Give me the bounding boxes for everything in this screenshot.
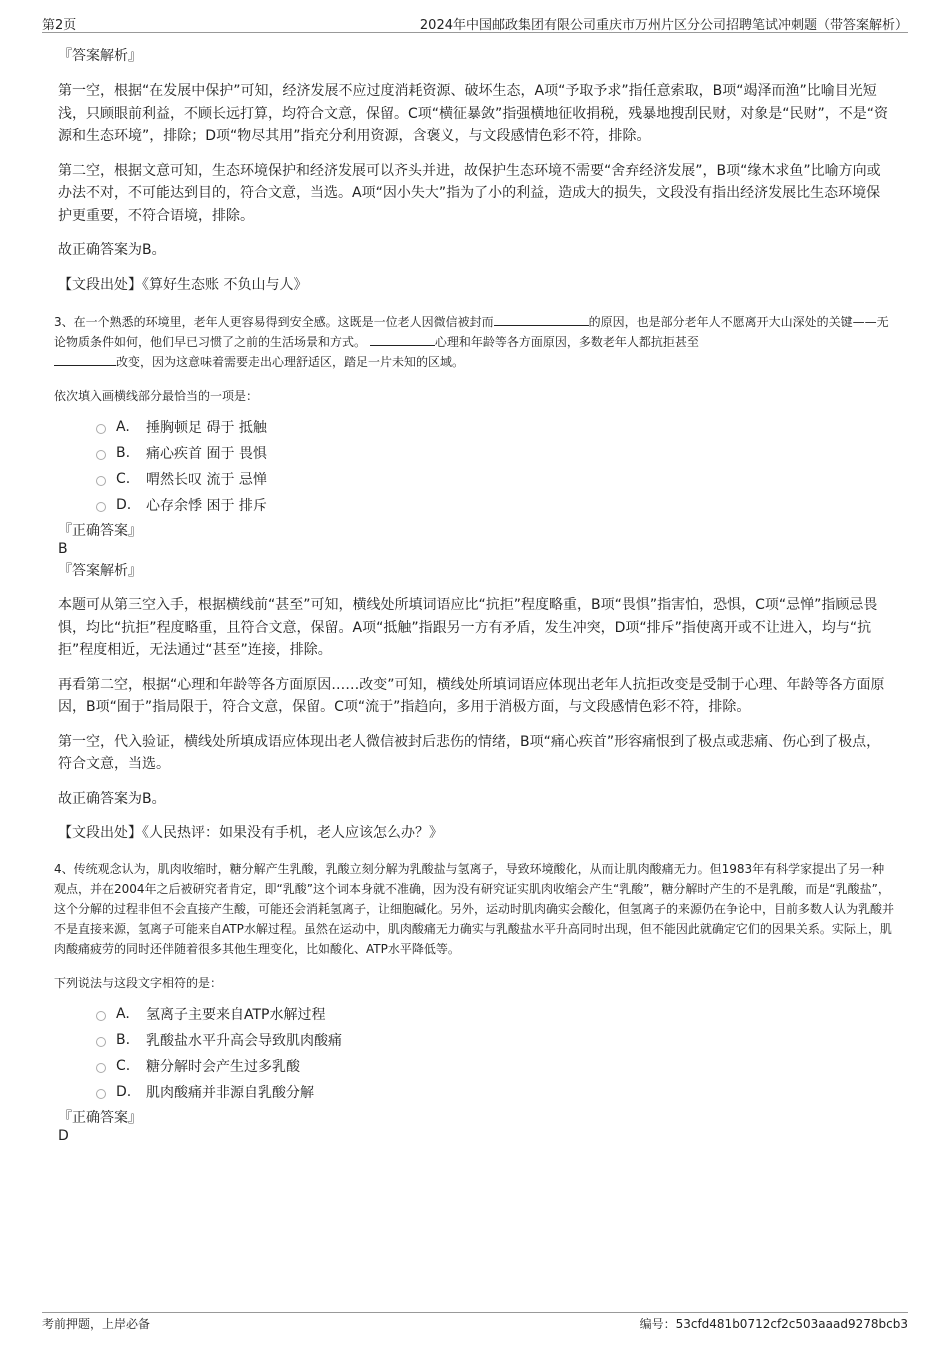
document-title: 2024年中国邮政集团有限公司重庆市万州片区分公司招聘笔试冲刺题（带答案解析） — [419, 18, 908, 33]
analysis-label: 『答案解析』 — [58, 48, 142, 64]
radio-icon[interactable] — [96, 1037, 106, 1047]
option-c[interactable] — [96, 1053, 894, 1079]
analysis-paragraph: 第二空，根据文意可知，生态环境保护和经济发展可以齐头并进，故保护生态环境不需要“舍弃经济发展”，B项“缘木求鱼”比喻方向或办法不对，不可能达到目的，符合文意，当选。A项“因小失大”指为了小的利益，造成大的损失，文段没有指出经济发展比生态环境保护更重要，不符合语境，排除。 — [58, 162, 881, 224]
option-text: 糖分解时会产生过多乳酸 — [146, 1058, 300, 1075]
option-d[interactable] — [96, 492, 894, 518]
radio-icon[interactable] — [96, 424, 106, 434]
option-letter: D. — [116, 1083, 132, 1100]
option-letter: B. — [116, 1031, 131, 1048]
analysis-paragraph: 第一空，根据“在发展中保护”可知，经济发展不应过度消耗资源、破坏生态，A项“予取予求”指任意索取，B项“竭泽而渔”比喻目光短浅，只顾眼前利益，不顾长远打算，均符合文意，保留。C项“横征暴敛”指强横地征收捐税，残暴地搜刮民财，对象是“民财”，不是“资源和生态环境”，排除；D项“物尽其用”指充分利用资源，含褒义，与文段感情色彩不符，排除。 — [58, 83, 889, 144]
analysis-conclusion: 故正确答案为B。 — [58, 242, 166, 258]
analysis-paragraph: 第一空，代入验证，横线处所填成语应体现出老人微信被封后悲伤的情绪，B项“痛心疾首”形容痛恨到了极点或悲痛、伤心到了极点，符合文意，当选。 — [58, 733, 881, 772]
option-a[interactable] — [96, 414, 894, 440]
radio-icon[interactable] — [96, 476, 106, 486]
option-text: 肌肉酸痛并非源自乳酸分解 — [146, 1084, 314, 1101]
option-text: 心存余悸 困于 排斥 — [146, 498, 267, 514]
option-letter: A. — [116, 419, 130, 435]
analysis-paragraph: 本题可从第三空入手，根据横线前“甚至”可知，横线处所填词语应比“抗拒”程度略重，B项“畏惧”指害怕，恐惧，C项“忌惮”指顾忌畏惧，均比“抗拒”程度略重，且符合文意，保留。A项“抵触”指跟另一方有矛盾，发生冲突，D项“排斥”指使离开或不让进入，均与“抗拒”程度相近，无法通过“甚至”连接，排除。 — [58, 597, 878, 658]
option-text: 乳酸盐水平升高会导致肌肉酸痛 — [146, 1032, 342, 1049]
option-letter: C. — [116, 1057, 131, 1074]
footer-slogan: 考前押题，上岸必备 — [42, 1317, 151, 1331]
question-4-stem: 4、传统观念认为，肌肉收缩时，糖分解产生乳酸，乳酸立刻分解为乳酸盐与氢离子，导致环境酸化，从而让肌肉酸痛无力。但1983年有科学家提出了另一种观点，并在2004年之后被研究者肯定，即“乳酸”这个词本身就不准确，因为没有研究证实肌肉收缩会产生“乳酸”，糖分解时产生的不是乳酸，而是“乳酸盐”，这个分解的过程非但不会直接产生酸，可能还会消耗氢离子，让细胞碱化。另外，运动时肌肉确实会酸化，但氢离子的来源仍在争论中，目前多数人认为乳酸并不是直接来源，氢离子可能来自ATP水解过程。虽然在运动中，肌肉酸痛无力确实与乳酸盐水平升高同时出现，但不能因此就确定它们的因果关系。实际上，肌肉酸痛疲劳的同时还伴随着很多其他生理变化，比如酸化、ATP水平降低等。 — [54, 861, 895, 956]
correct-answer: B — [58, 541, 68, 557]
option-b[interactable] — [96, 440, 894, 466]
correct-answer-label: 『正确答案』 — [58, 1109, 142, 1126]
analysis-conclusion: 故正确答案为B。 — [58, 790, 166, 807]
option-text: 喟然长叹 流于 忌惮 — [146, 472, 267, 488]
stem-text: 改变，因为这意味着需要走出心理舒适区，踏足一片未知的区域。 — [116, 355, 465, 369]
option-text: 氢离子主要来自ATP水解过程 — [146, 1006, 326, 1023]
radio-icon[interactable] — [96, 1063, 106, 1073]
option-a[interactable] — [96, 1001, 894, 1027]
question-3-options — [96, 414, 894, 518]
question-4-options — [96, 1001, 894, 1105]
source-citation: 【文段出处】《算好生态账 不负山与人》 — [58, 276, 308, 293]
radio-icon[interactable] — [96, 450, 106, 460]
option-c[interactable] — [96, 466, 894, 492]
page-header — [42, 14, 908, 33]
option-letter: D. — [116, 497, 132, 513]
option-letter: C. — [116, 471, 131, 487]
option-b[interactable] — [96, 1027, 894, 1053]
correct-answer-label: 『正确答案』 — [58, 523, 142, 539]
radio-icon[interactable] — [96, 502, 106, 512]
analysis-label: 『答案解析』 — [58, 563, 142, 579]
question-3-prompt: 依次填入画横线部分最恰当的一项是： — [54, 389, 259, 403]
correct-answer: D — [58, 1127, 69, 1144]
page-footer — [42, 1312, 908, 1332]
option-d[interactable] — [96, 1079, 894, 1105]
page-number: 第2页 — [42, 18, 77, 33]
source-citation: 【文段出处】《人民热评：如果没有手机，老人应该怎么办？》 — [58, 825, 443, 841]
blank-2 — [370, 334, 435, 346]
blank-3 — [54, 354, 116, 366]
page-content — [54, 46, 895, 1145]
analysis-paragraph: 再看第二空，根据“心理和年龄等各方面原因……改变”可知，横线处所填词语应体现出老年人抗拒改变是受制于心理、年龄等各方面原因，B项“囿于”指局限于，符合文意，保留。C项“流于”指趋向，多用于消极方面，与文段感情色彩不符，排除。 — [58, 676, 885, 715]
blank-1 — [494, 314, 589, 326]
question-3-stem — [54, 312, 894, 372]
stem-text: 3、在一个熟悉的环境里，老年人更容易得到安全感。这既是一位老人因微信被封而 — [54, 315, 494, 329]
stem-text: 的原因，也是部分老年人不愿离开大山深处的关键——无论物质条件如何，他们早已习惯了之前的生活场景和方式。 — [54, 315, 889, 349]
option-letter: A. — [116, 1005, 130, 1022]
radio-icon[interactable] — [96, 1011, 106, 1021]
stem-text: 心理和年龄等各方面原因，多数老年人都抗拒甚至 — [434, 335, 699, 349]
option-text: 痛心疾首 囿于 畏惧 — [146, 446, 267, 462]
document-id: 编号：53cfd481b0712cf2c503aaad9278bcb3 — [639, 1317, 908, 1331]
question-4-prompt: 下列说法与这段文字相符的是： — [54, 975, 223, 990]
radio-icon[interactable] — [96, 1089, 106, 1099]
option-text: 捶胸顿足 碍于 抵触 — [146, 420, 267, 436]
option-letter: B. — [116, 445, 131, 461]
